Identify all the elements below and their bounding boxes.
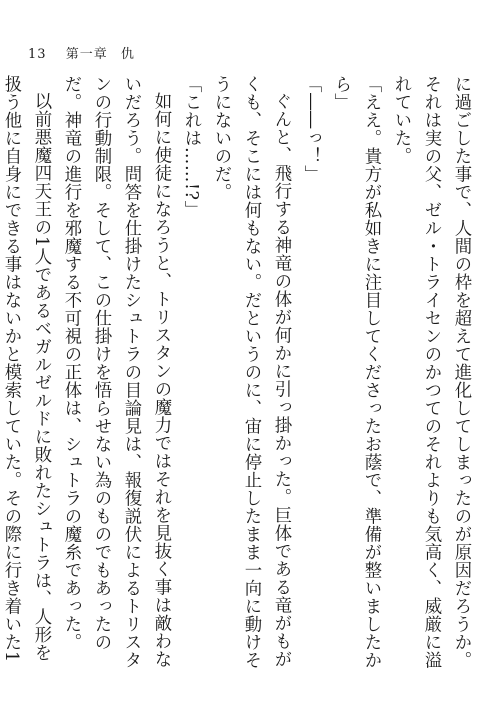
- paragraph: ぐんと、飛行する神竜の体が何かに引っ掛かった。巨体である竜がもがくも、そこには何もない。だというのに、宙に停止したまま一向に動けそうにないのだ。: [211, 75, 291, 669]
- dialogue-line: 「ええ。貴方が私如きに注目してくださったお蔭で、準備が整いましたから」: [331, 75, 381, 669]
- vertical-text-body: [1, 75, 476, 680]
- dialogue-line: 「これは……!?」: [181, 75, 201, 219]
- paragraph: 如何に使徒になろうと、トリスタンの魔力ではそれを見抜く事は敵わないだろう。問答を仕掛けたシュトラの目論見は、報復説伏によるトリスタンの行動制限。そして、この仕掛けを悟らせない為のものでもあったのだ。神竜の進行を邪魔する不可視の正体は、シュトラの魔糸であった。: [61, 75, 171, 669]
- dialogue-line: 「――っ！」: [301, 75, 321, 183]
- chapter-title: 仇: [120, 47, 135, 62]
- running-header: [28, 43, 135, 62]
- page-number: 13: [28, 47, 47, 62]
- paragraph: 以前悪魔四天王の1人であるベガルゼルドに敗れたシュトラは、人形を扱う他に自身にできる事はないかと模索していた。その際に行き着いた1: [1, 75, 51, 663]
- chapter-label: 第一章: [65, 47, 108, 62]
- paragraph: に過ごした事で、人間の枠を超えて進化してしまったのが原因だろうか。それは実の父、ゼル・トライセンのかつてのそれよりも気高く、威厳に溢れていた。: [391, 75, 471, 669]
